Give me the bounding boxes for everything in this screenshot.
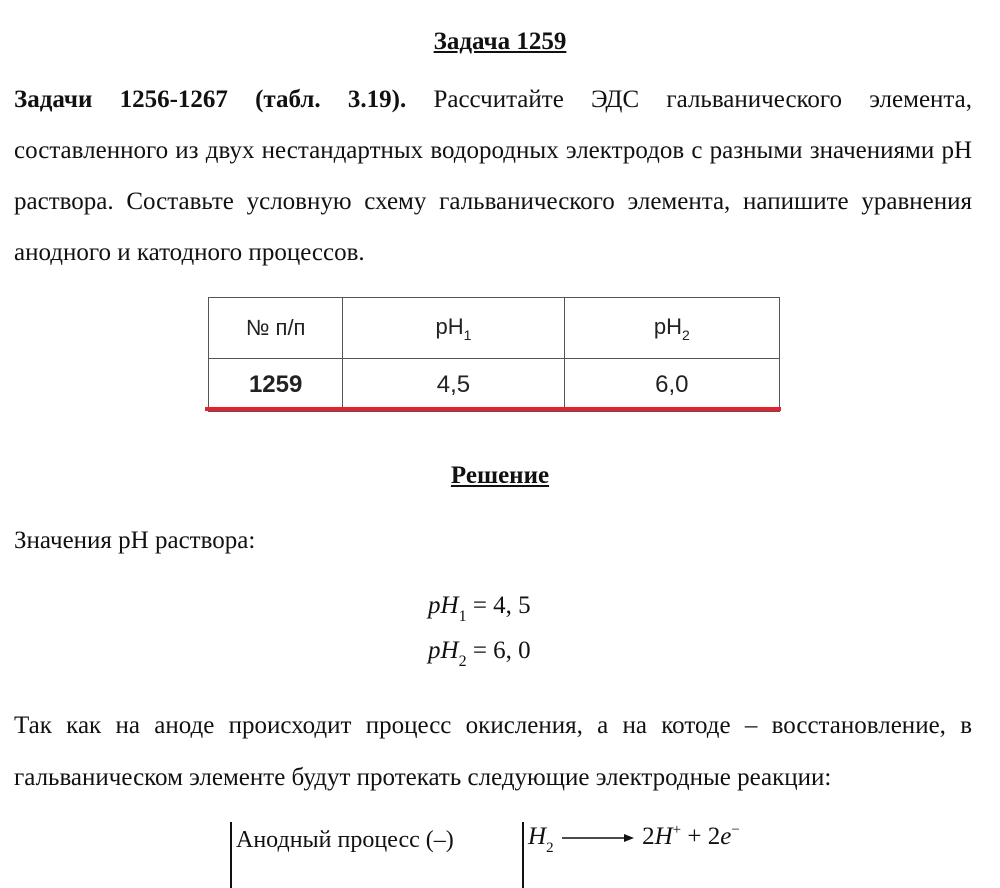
problem-statement: [14, 74, 972, 278]
equation-ph2: [428, 637, 531, 671]
header-ph2-sub: 2: [681, 326, 690, 343]
eq2-sub: 2: [458, 653, 467, 670]
cell-ph2: 6,0: [564, 359, 779, 412]
electron-coef: + 2: [681, 823, 721, 850]
reaction-arrow-icon: [562, 832, 634, 844]
electron: e: [720, 823, 732, 850]
table-header-row: [209, 298, 780, 359]
explanation-text: Так как на аноде происходит процесс окисления, а на котоде – восстановление, в гальваническом элементе будут протекать следующие электродные реакции:: [14, 712, 972, 791]
header-ph2: [564, 298, 779, 359]
eq2-rhs: = 6, 0: [466, 637, 531, 664]
problem-text: Рассчитайте ЭДС гальванического элемента, составленного из двух нестандартных водородных электродов с разными значениями pH раствора. Составьте условную схему гальванического элемента, напишите уравнения анодного и катодного процессов.: [14, 86, 972, 266]
header-ph1: [343, 298, 564, 359]
scheme-left-border: [230, 822, 232, 888]
table-row: [209, 359, 780, 412]
scheme-middle-border: [522, 822, 524, 888]
header-ph2-base: pH: [653, 313, 682, 339]
ph-table: [208, 297, 780, 412]
reactant-sub: 2: [546, 840, 554, 856]
header-ph1-sub: 1: [463, 326, 472, 343]
product-sup: +: [672, 822, 682, 838]
header-num: № п/п: [209, 298, 343, 359]
eq1-rhs: = 4, 5: [466, 592, 531, 619]
eq1-var: pH: [428, 592, 459, 619]
cell-num: 1259: [209, 359, 343, 412]
eq1-sub: 1: [458, 608, 467, 625]
anode-reaction: [528, 822, 740, 857]
highlight-underline: [205, 407, 781, 411]
reactant: H: [528, 823, 547, 850]
electron-sup: −: [731, 822, 740, 838]
product: H: [654, 823, 673, 850]
eq2-var: pH: [428, 637, 459, 664]
ph-values-label: Значения pH раствора:: [14, 527, 256, 554]
cell-ph1: 4,5: [343, 359, 564, 412]
product-coef: 2: [642, 823, 655, 850]
header-ph1-base: pH: [435, 313, 464, 339]
solution-title: Решение: [450, 462, 550, 489]
anode-process-label: Анодный процесс (–): [236, 827, 454, 853]
equation-ph1: [428, 592, 531, 626]
problem-lead: Задачи 1256-1267 (табл. 3.19).: [14, 86, 407, 113]
task-title: Задача 1259: [433, 28, 567, 55]
